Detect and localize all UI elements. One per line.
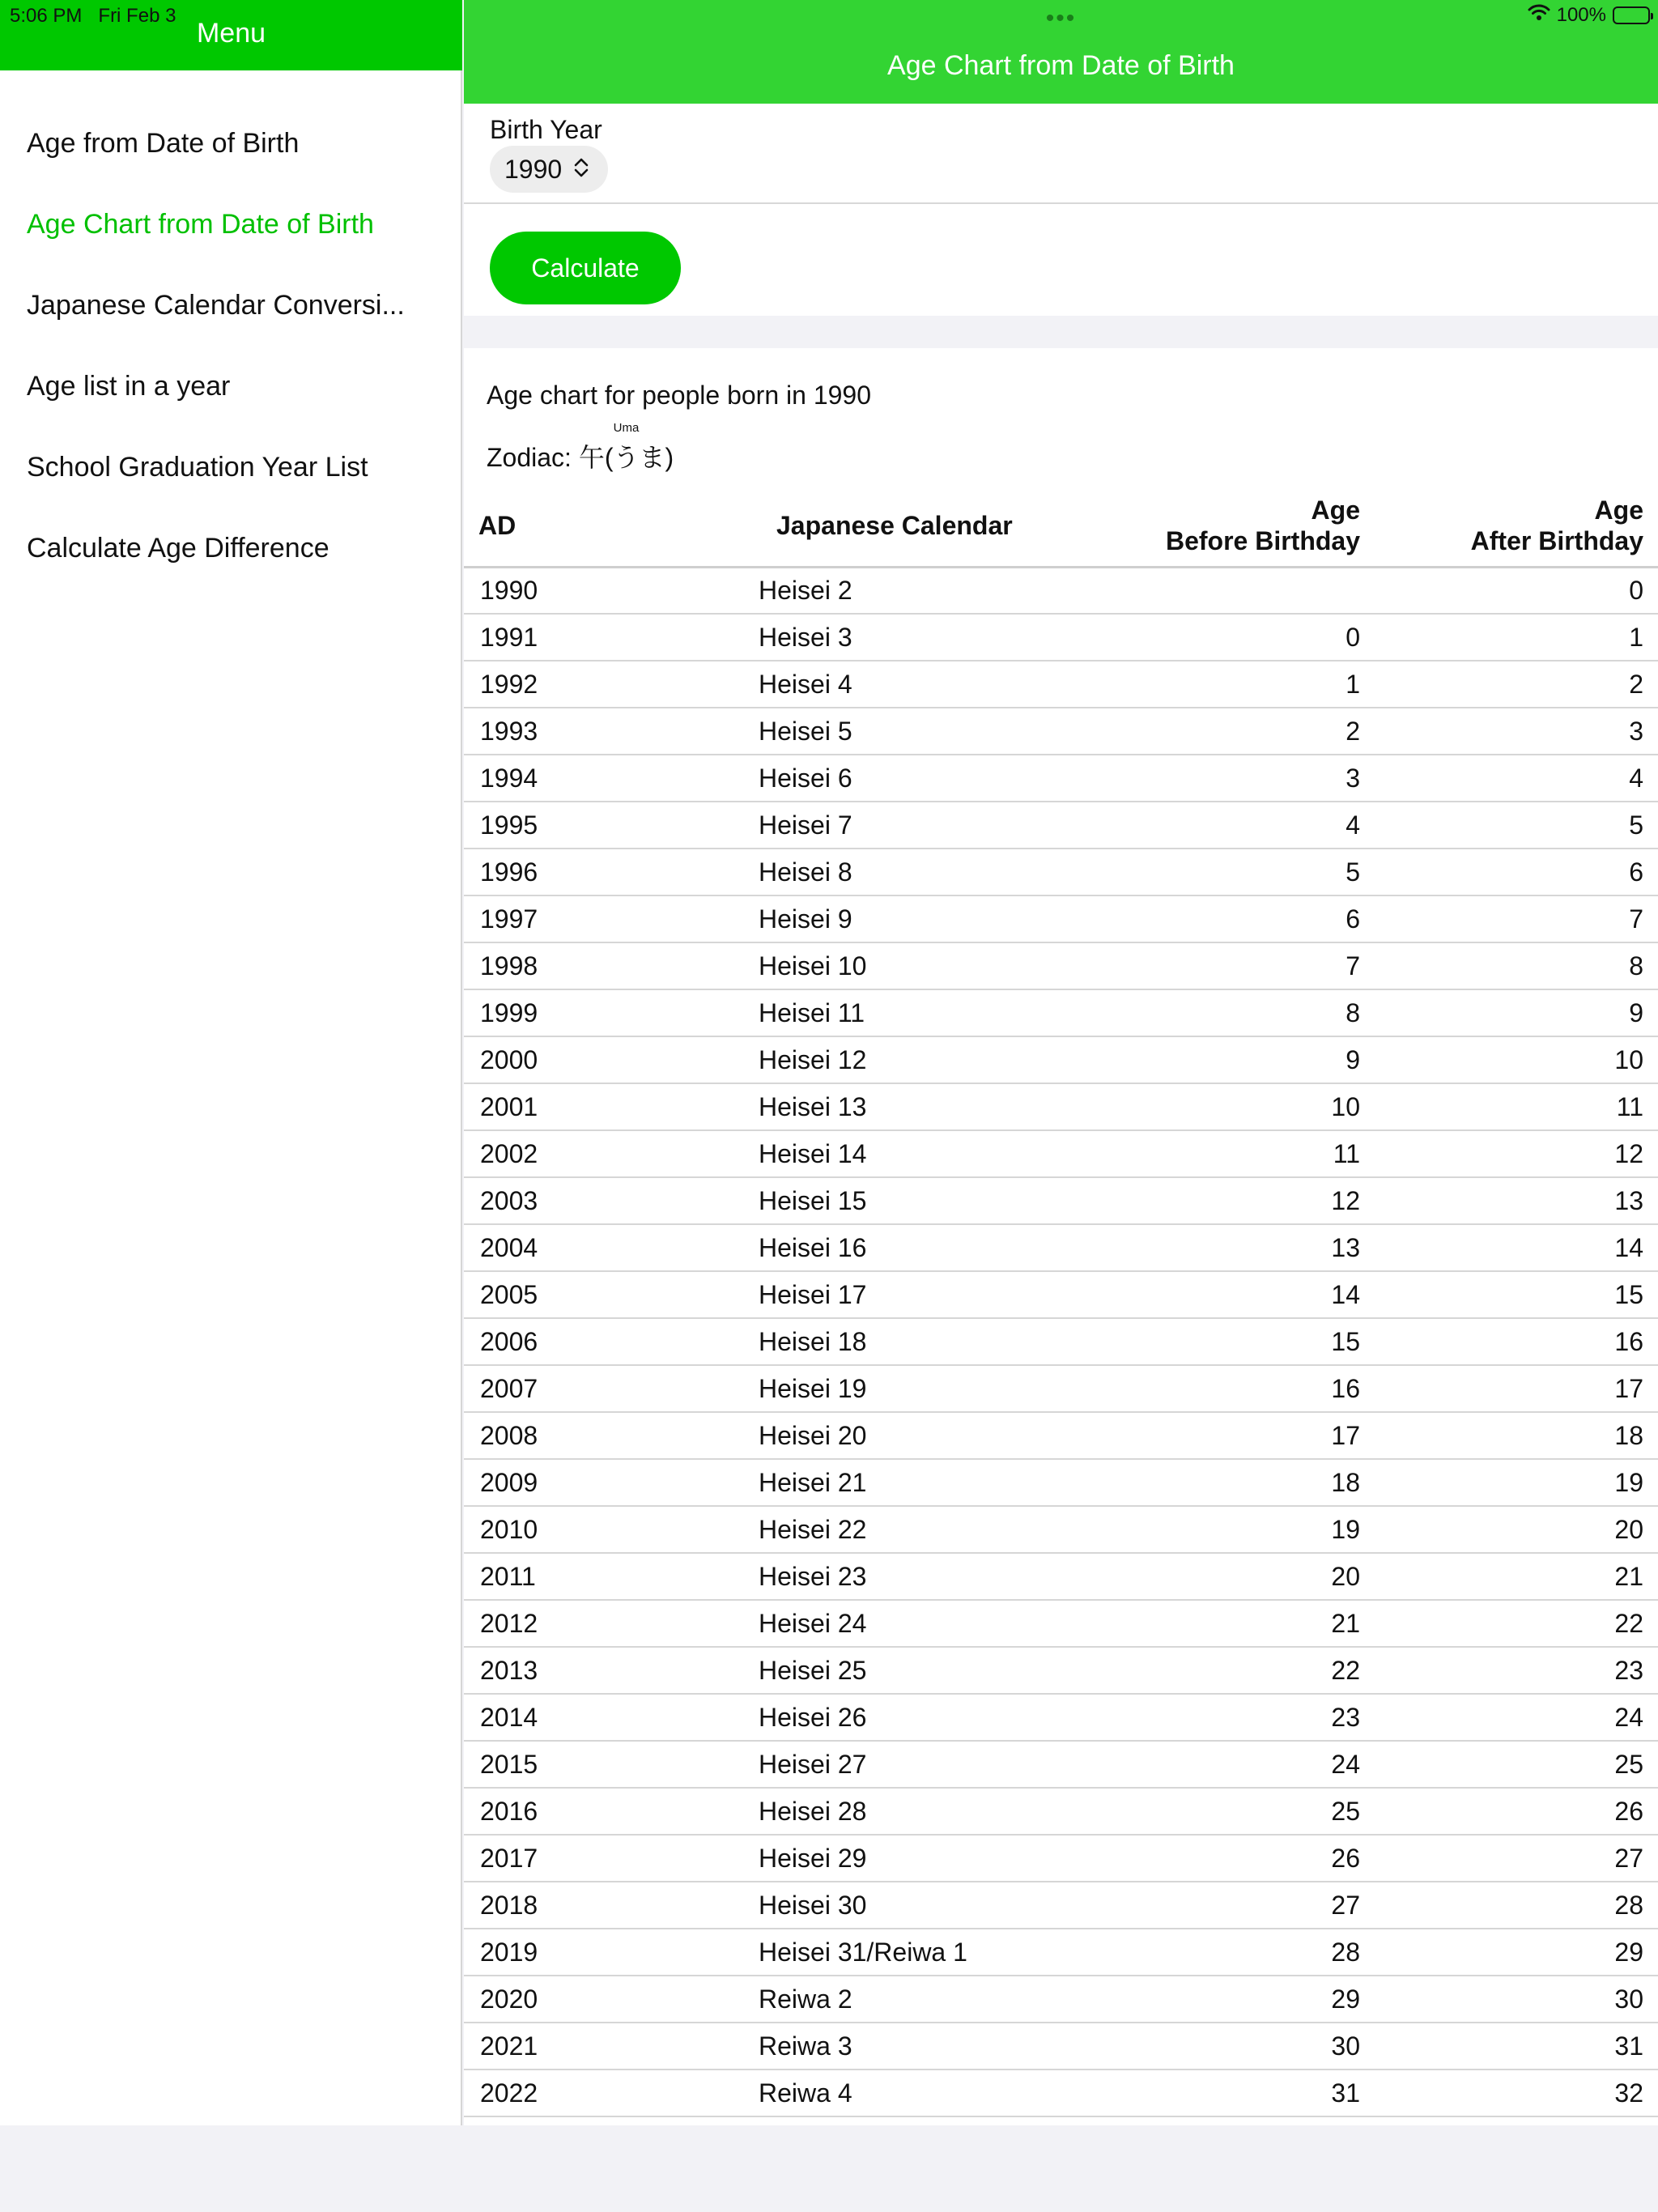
cell-japanese-calendar: Heisei 10 xyxy=(747,942,1112,989)
zodiac-value xyxy=(578,421,674,474)
table-row xyxy=(464,708,1658,755)
cell-ad: 2017 xyxy=(464,1835,747,1882)
zodiac-kanji: 午(うま) xyxy=(578,443,674,472)
cell-ad: 1990 xyxy=(464,567,747,614)
cell-japanese-calendar: Heisei 6 xyxy=(747,755,1112,802)
cell-age-after: 9 xyxy=(1375,989,1658,1036)
cell-japanese-calendar: Heisei 20 xyxy=(747,1412,1112,1459)
cell-ad: 2001 xyxy=(464,1083,747,1130)
cell-age-before xyxy=(1112,567,1375,614)
zodiac-line xyxy=(487,421,674,474)
cell-ad: 2010 xyxy=(464,1506,747,1553)
cell-age-before: 5 xyxy=(1112,849,1375,895)
table-row xyxy=(464,1036,1658,1083)
cell-japanese-calendar: Heisei 23 xyxy=(747,1553,1112,1600)
cell-japanese-calendar: Reiwa 4 xyxy=(747,2069,1112,2116)
cell-age-after: 11 xyxy=(1375,1083,1658,1130)
cell-ad: 2022 xyxy=(464,2069,747,2116)
menu-item-age-from-dob[interactable]: Age from Date of Birth xyxy=(27,127,300,159)
sidebar-header xyxy=(0,0,462,70)
table-row xyxy=(464,1271,1658,1318)
cell-age-before: 18 xyxy=(1112,1459,1375,1506)
cell-ad: 2005 xyxy=(464,1271,747,1318)
section-divider xyxy=(464,316,1658,348)
cell-japanese-calendar: Heisei 31/Reiwa 1 xyxy=(747,1929,1112,1976)
table-row xyxy=(464,1412,1658,1459)
cell-age-after: 27 xyxy=(1375,1835,1658,1882)
table-row xyxy=(464,989,1658,1036)
cell-japanese-calendar: Heisei 11 xyxy=(747,989,1112,1036)
navbar xyxy=(464,0,1658,104)
cell-age-after: 19 xyxy=(1375,1459,1658,1506)
cell-age-after: 17 xyxy=(1375,1365,1658,1412)
menu-item-age-chart[interactable]: Age Chart from Date of Birth xyxy=(27,208,374,240)
menu-list xyxy=(0,103,462,589)
cell-japanese-calendar: Heisei 24 xyxy=(747,1600,1112,1647)
cell-age-before: 24 xyxy=(1112,1741,1375,1788)
cell-japanese-calendar: Heisei 26 xyxy=(747,1694,1112,1741)
cell-japanese-calendar: Heisei 12 xyxy=(747,1036,1112,1083)
cell-ad: 1995 xyxy=(464,802,747,849)
cell-japanese-calendar: Heisei 4 xyxy=(747,661,1112,708)
wifi-icon xyxy=(1528,3,1550,27)
cell-age-after: 2 xyxy=(1375,661,1658,708)
sidebar xyxy=(0,0,462,2125)
result-title: Age chart for people born in 1990 xyxy=(487,381,871,410)
cell-japanese-calendar: Heisei 8 xyxy=(747,849,1112,895)
cell-ad: 1994 xyxy=(464,755,747,802)
cell-age-after: 26 xyxy=(1375,1788,1658,1835)
table-row xyxy=(464,1694,1658,1741)
main-content xyxy=(464,0,1658,2125)
cell-age-before: 3 xyxy=(1112,755,1375,802)
cell-japanese-calendar: Heisei 5 xyxy=(747,708,1112,755)
cell-age-before: 22 xyxy=(1112,1647,1375,1694)
cell-age-before: 11 xyxy=(1112,1130,1375,1177)
zodiac-ruby: Uma xyxy=(613,421,640,435)
cell-ad: 1996 xyxy=(464,849,747,895)
up-down-chevron-icon xyxy=(573,157,589,181)
cell-age-before: 9 xyxy=(1112,1036,1375,1083)
table-row xyxy=(464,1506,1658,1553)
cell-age-after: 22 xyxy=(1375,1600,1658,1647)
table-row xyxy=(464,1459,1658,1506)
cell-ad: 2021 xyxy=(464,2023,747,2069)
table-row xyxy=(464,942,1658,989)
cell-age-after: 15 xyxy=(1375,1271,1658,1318)
battery-icon xyxy=(1613,6,1650,24)
zodiac-label: Zodiac: xyxy=(487,443,579,472)
table-row xyxy=(464,1929,1658,1976)
menu-item-age-list[interactable]: Age list in a year xyxy=(27,370,231,402)
table-row xyxy=(464,1365,1658,1412)
cell-ad: 2018 xyxy=(464,1882,747,1929)
cell-age-before: 30 xyxy=(1112,2023,1375,2069)
cell-age-before: 23 xyxy=(1112,1694,1375,1741)
cell-ad: 1998 xyxy=(464,942,747,989)
cell-age-after: 20 xyxy=(1375,1506,1658,1553)
table-row xyxy=(464,755,1658,802)
cell-ad: 2019 xyxy=(464,1929,747,1976)
cell-age-after: 16 xyxy=(1375,1318,1658,1365)
table-row xyxy=(464,1224,1658,1271)
cell-age-before: 13 xyxy=(1112,1224,1375,1271)
cell-age-after: 7 xyxy=(1375,895,1658,942)
cell-ad: 2012 xyxy=(464,1600,747,1647)
menu-item-graduation-year[interactable]: School Graduation Year List xyxy=(27,451,368,483)
cell-age-after: 25 xyxy=(1375,1741,1658,1788)
cell-age-before: 8 xyxy=(1112,989,1375,1036)
status-clock: 5:06 PM xyxy=(10,5,83,27)
cell-age-before: 15 xyxy=(1112,1318,1375,1365)
multitask-dots[interactable]: ••• xyxy=(1045,5,1077,32)
cell-ad: 1999 xyxy=(464,989,747,1036)
status-indicators xyxy=(1528,3,1650,27)
status-date: Fri Feb 3 xyxy=(98,5,176,27)
cell-age-after: 0 xyxy=(1375,567,1658,614)
battery-percent: 100% xyxy=(1556,3,1606,26)
cell-age-before: 0 xyxy=(1112,614,1375,661)
menu-item-japanese-calendar[interactable]: Japanese Calendar Conversi... xyxy=(27,289,405,321)
cell-age-before: 10 xyxy=(1112,1083,1375,1130)
birth-year-label: Birth Year xyxy=(490,115,602,144)
cell-japanese-calendar: Heisei 15 xyxy=(747,1177,1112,1224)
cell-age-before: 17 xyxy=(1112,1412,1375,1459)
table-body xyxy=(464,567,1658,2116)
birth-year-value: 1990 xyxy=(504,154,563,184)
cell-ad: 2011 xyxy=(464,1553,747,1600)
table-row xyxy=(464,1882,1658,1929)
cell-age-after: 29 xyxy=(1375,1929,1658,1976)
cell-ad: 2002 xyxy=(464,1130,747,1177)
cell-japanese-calendar: Heisei 28 xyxy=(747,1788,1112,1835)
cell-age-before: 1 xyxy=(1112,661,1375,708)
cell-ad: 2016 xyxy=(464,1788,747,1835)
cell-age-after: 12 xyxy=(1375,1130,1658,1177)
table-row xyxy=(464,1130,1658,1177)
header-japanese-calendar: Japanese Calendar xyxy=(747,486,1112,567)
cell-age-before: 31 xyxy=(1112,2069,1375,2116)
cell-ad: 2003 xyxy=(464,1177,747,1224)
cell-age-after: 10 xyxy=(1375,1036,1658,1083)
header-ad: AD xyxy=(464,486,747,567)
cell-age-before: 20 xyxy=(1112,1553,1375,1600)
cell-age-after: 14 xyxy=(1375,1224,1658,1271)
cell-age-after: 4 xyxy=(1375,755,1658,802)
header-age-after-line2: After Birthday xyxy=(1470,526,1643,556)
cell-japanese-calendar: Heisei 3 xyxy=(747,614,1112,661)
cell-age-before: 29 xyxy=(1112,1976,1375,2023)
cell-ad: 2013 xyxy=(464,1647,747,1694)
cell-japanese-calendar: Heisei 14 xyxy=(747,1130,1112,1177)
cell-age-before: 7 xyxy=(1112,942,1375,989)
cell-ad: 1997 xyxy=(464,895,747,942)
table-row xyxy=(464,1976,1658,2023)
cell-japanese-calendar: Heisei 2 xyxy=(747,567,1112,614)
cell-age-before: 19 xyxy=(1112,1506,1375,1553)
table-row xyxy=(464,1177,1658,1224)
cell-japanese-calendar: Heisei 19 xyxy=(747,1365,1112,1412)
calculate-button[interactable]: Calculate xyxy=(490,232,681,304)
table-row xyxy=(464,2023,1658,2069)
cell-age-before: 12 xyxy=(1112,1177,1375,1224)
cell-japanese-calendar: Heisei 21 xyxy=(747,1459,1112,1506)
cell-ad: 2006 xyxy=(464,1318,747,1365)
cell-japanese-calendar: Heisei 13 xyxy=(747,1083,1112,1130)
cell-age-after: 3 xyxy=(1375,708,1658,755)
cell-age-before: 21 xyxy=(1112,1600,1375,1647)
cell-ad: 1993 xyxy=(464,708,747,755)
cell-age-after: 6 xyxy=(1375,849,1658,895)
cell-ad: 2007 xyxy=(464,1365,747,1412)
cell-age-after: 13 xyxy=(1375,1177,1658,1224)
table-header-row xyxy=(464,486,1658,567)
cell-age-before: 27 xyxy=(1112,1882,1375,1929)
table-row xyxy=(464,802,1658,849)
cell-japanese-calendar: Heisei 9 xyxy=(747,895,1112,942)
cell-age-before: 14 xyxy=(1112,1271,1375,1318)
cell-ad: 2020 xyxy=(464,1976,747,2023)
table-row xyxy=(464,1083,1658,1130)
cell-japanese-calendar: Heisei 17 xyxy=(747,1271,1112,1318)
cell-ad: 2015 xyxy=(464,1741,747,1788)
cell-ad: 2008 xyxy=(464,1412,747,1459)
header-age-after xyxy=(1375,486,1658,567)
cell-ad: 2014 xyxy=(464,1694,747,1741)
cell-age-after: 31 xyxy=(1375,2023,1658,2069)
table-row xyxy=(464,661,1658,708)
cell-age-after: 21 xyxy=(1375,1553,1658,1600)
header-age-after-line1: Age xyxy=(1594,496,1643,525)
menu-title: Menu xyxy=(196,18,266,49)
header-age-before-line1: Age xyxy=(1311,496,1360,525)
cell-japanese-calendar: Heisei 22 xyxy=(747,1506,1112,1553)
age-table xyxy=(464,486,1658,2117)
cell-japanese-calendar: Heisei 7 xyxy=(747,802,1112,849)
cell-age-after: 8 xyxy=(1375,942,1658,989)
table-row xyxy=(464,1788,1658,1835)
page-title: Age Chart from Date of Birth xyxy=(887,50,1235,81)
table-row xyxy=(464,1318,1658,1365)
cell-age-before: 4 xyxy=(1112,802,1375,849)
cell-ad: 2000 xyxy=(464,1036,747,1083)
cell-age-after: 24 xyxy=(1375,1694,1658,1741)
table-row xyxy=(464,567,1658,614)
table-row xyxy=(464,1600,1658,1647)
button-section xyxy=(464,206,1658,316)
cell-ad: 2009 xyxy=(464,1459,747,1506)
cell-age-before: 25 xyxy=(1112,1788,1375,1835)
header-age-before-line2: Before Birthday xyxy=(1165,526,1360,556)
cell-age-before: 28 xyxy=(1112,1929,1375,1976)
cell-age-after: 28 xyxy=(1375,1882,1658,1929)
table-row xyxy=(464,614,1658,661)
cell-age-after: 30 xyxy=(1375,1976,1658,2023)
table-row xyxy=(464,1835,1658,1882)
cell-age-after: 1 xyxy=(1375,614,1658,661)
cell-japanese-calendar: Reiwa 3 xyxy=(747,2023,1112,2069)
cell-age-before: 2 xyxy=(1112,708,1375,755)
cell-japanese-calendar: Heisei 18 xyxy=(747,1318,1112,1365)
header-age-before xyxy=(1112,486,1375,567)
cell-japanese-calendar: Heisei 27 xyxy=(747,1741,1112,1788)
cell-age-after: 32 xyxy=(1375,2069,1658,2116)
table-row xyxy=(464,1741,1658,1788)
cell-age-before: 16 xyxy=(1112,1365,1375,1412)
cell-age-after: 18 xyxy=(1375,1412,1658,1459)
cell-japanese-calendar: Heisei 30 xyxy=(747,1882,1112,1929)
birth-year-picker[interactable] xyxy=(490,146,608,193)
cell-ad: 2004 xyxy=(464,1224,747,1271)
birth-year-form xyxy=(464,104,1658,204)
cell-japanese-calendar: Heisei 25 xyxy=(747,1647,1112,1694)
cell-japanese-calendar: Reiwa 2 xyxy=(747,1976,1112,2023)
table-row xyxy=(464,1647,1658,1694)
cell-ad: 1991 xyxy=(464,614,747,661)
cell-ad: 1992 xyxy=(464,661,747,708)
table-row xyxy=(464,895,1658,942)
table-row xyxy=(464,1553,1658,1600)
cell-japanese-calendar: Heisei 29 xyxy=(747,1835,1112,1882)
cell-age-after: 23 xyxy=(1375,1647,1658,1694)
table-row xyxy=(464,2069,1658,2116)
table-row xyxy=(464,849,1658,895)
cell-age-after: 5 xyxy=(1375,802,1658,849)
cell-age-before: 6 xyxy=(1112,895,1375,942)
cell-age-before: 26 xyxy=(1112,1835,1375,1882)
menu-item-age-difference[interactable]: Calculate Age Difference xyxy=(27,532,329,564)
cell-japanese-calendar: Heisei 16 xyxy=(747,1224,1112,1271)
